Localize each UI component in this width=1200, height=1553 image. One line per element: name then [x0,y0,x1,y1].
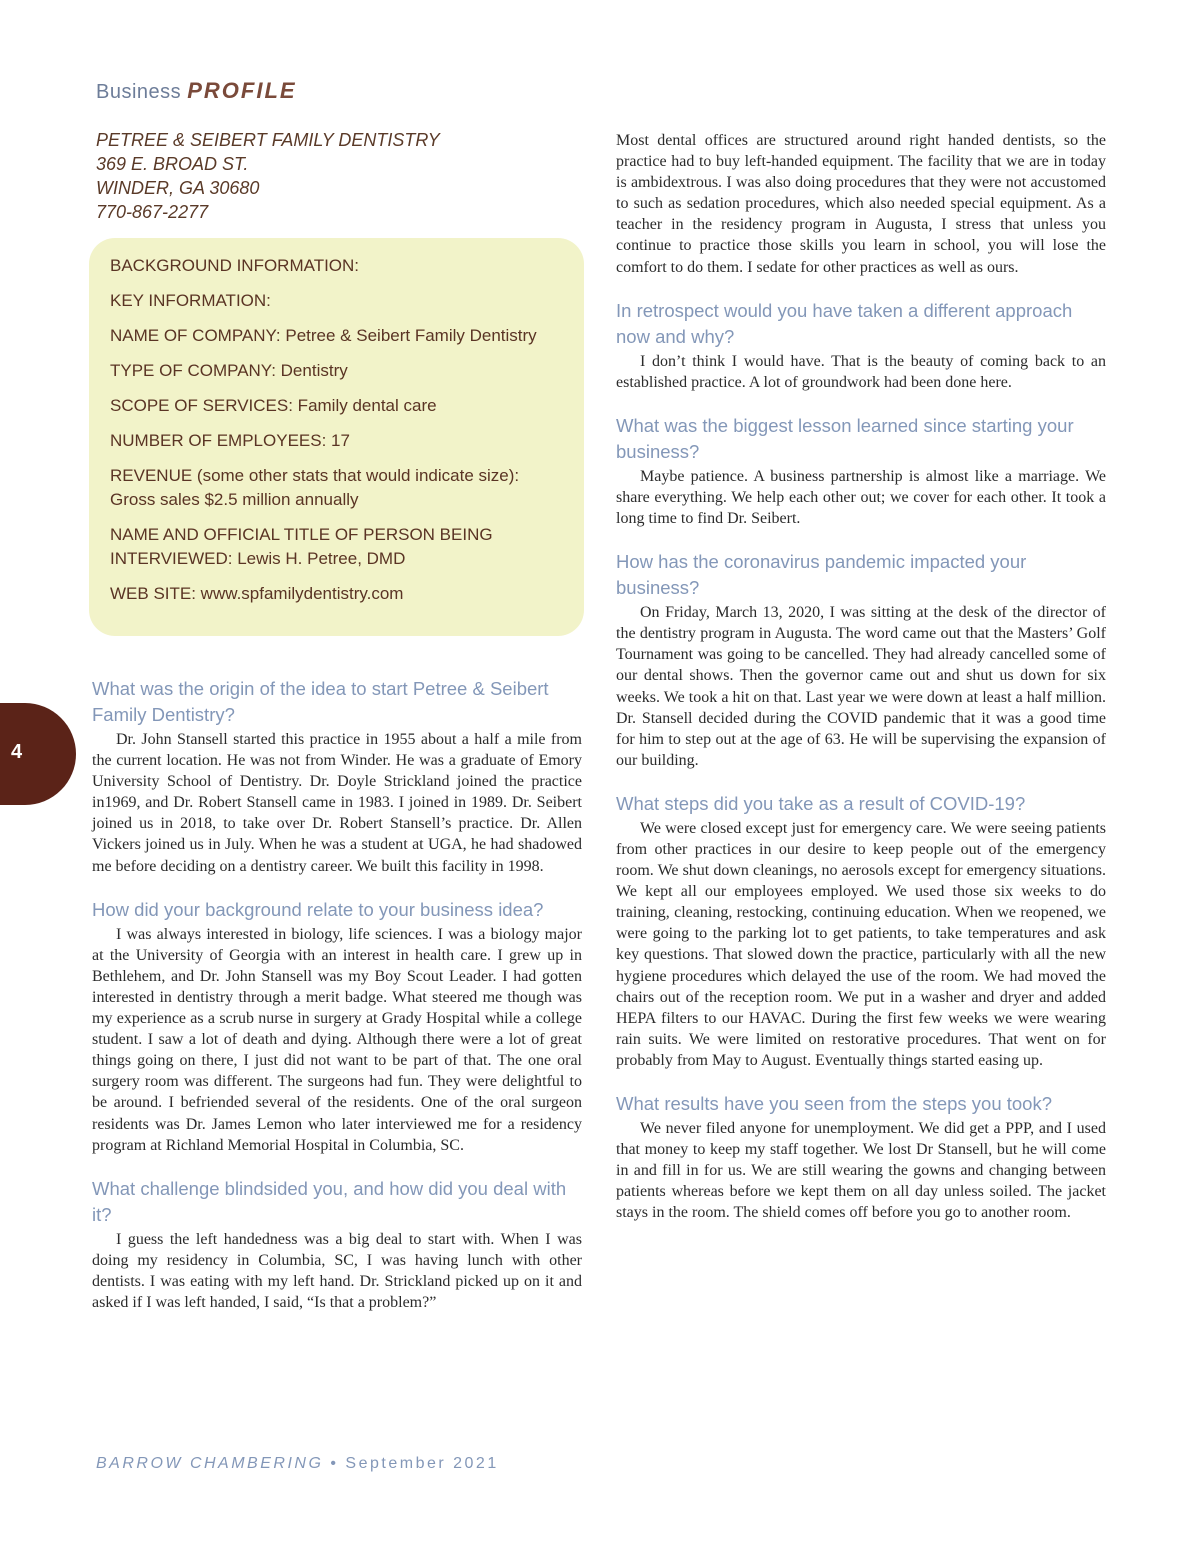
info-website: WEB SITE: www.spfamilydentistry.com [110,584,404,603]
info-interviewee-value: INTERVIEWED: Lewis H. Petree, DMD [110,549,406,568]
page-number: 4 [11,741,23,763]
info-employees: NUMBER OF EMPLOYEES: 17 [110,431,350,450]
question-heading: What results have you seen from the steps you took? [616,1093,1053,1114]
company-name: PETREE & SEIBERT FAMILY DENTISTRY [96,130,440,150]
question-heading: What was the biggest lesson learned since starting your business? [616,414,1074,462]
answer-paragraph: Maybe patience. A business partnership is almost like a marriage. We share everything. We help each other out; we cover for each other. It took a long time to find Dr. Seibert. [616,467,1106,528]
answer-paragraph: Dr. John Stansell started this practice in 1955 about a half a mile from the current location. He was not from Winder. He was a graduate of Emory University School of Dentistry. Dr. Doyle Strickland joined the practice in1969, and Dr. Robert Stansell came in 1983. I joined in 1989. Dr. Seibert joined us in 2018, to take over Dr. Robert Stansell’s practice. Dr. Allen Vickers joined us in July. When he was a student at UGA, he had shadowed me before deciding on a dentistry career. We built this facility in 1998. [92,731,582,875]
info-background: BACKGROUND INFORMATION: [110,256,360,275]
company-city: WINDER, GA 30680 [96,178,260,198]
section-emphasis: PROFILE [187,78,297,103]
right-column [616,130,1106,1243]
section-word: Business [96,81,182,103]
answer-paragraph: On Friday, March 13, 2020, I was sitting at the desk of the director of the dentistry program in Augusta. The word came out that the Masters’ Golf Tournament was going to be cancelled. They had already cancelled some of our dental shows. Then the governor came out and shut us down for six weeks. We took a hit on that. Last year we were down at least a half million. Dr. Stansell decided during the COVID pandemic that it was a good time for him to step out at the age of 63. He will be supervising the expansion of our building. [616,604,1106,769]
continued-paragraph: Most dental offices are structured around right handed dentists, so the practice had to buy left-handed equipment. The facility that we are in today is ambidextrous. I was also doing procedures that they were not accustomed to such as sedation procedures, which also needed special equipment. As a teacher in the residency program in Augusta, I stress that unless you continue to practice those skills you learn in school, you will lose the comfort to do them. I sedate for other practices as well as ours. [616,132,1106,276]
question-heading: In retrospect would you have taken a different approach now and why? [616,299,1073,347]
left-column [92,676,582,1333]
info-company-type: TYPE OF COMPANY: Dentistry [110,361,348,380]
company-street: 369 E. BROAD ST. [96,154,249,174]
info-scope: SCOPE OF SERVICES: Family dental care [110,396,437,415]
answer-paragraph: We never filed anyone for unemployment. We did get a PPP, and I used that money to keep my staff together. We lost Dr Stansell, but he will come in and fill in for us. We are still wearing the gowns and changing between patients whereas before we kept them on all day unless soiled. The jacket stays in the room. The shield comes off before you go to another room. [616,1120,1106,1222]
question-heading: What steps did you take as a result of COVID-19? [616,792,1026,814]
question-heading: What challenge blindsided you, and how did you deal with it? [92,1177,567,1225]
footer-publication: BARROW CHAMBERING [96,1455,324,1472]
info-company-name: NAME OF COMPANY: Petree & Seibert Family Dentistry [110,326,537,345]
answer-paragraph: I don’t think I would have. That is the beauty of coming back to an established practice. A lot of groundwork had been done here. [616,352,1106,391]
question-heading: How has the coronavirus pandemic impacted your business? [616,551,1027,599]
footer-date: September 2021 [345,1455,499,1472]
question-heading: What was the origin of the idea to start Petree & Seibert Family Dentistry? [92,678,549,725]
info-box [89,238,584,636]
company-phone: 770-867-2277 [96,202,209,222]
answer-paragraph: I was always interested in biology, life sciences. I was a biology major at the University of Georgia with an interest in health care. I grew up in Bethlehem, and Dr. John Stansell was my Boy Scout Leader. I had gotten interested in dentistry through a merit badge. What steered me though was my experience as a scrub nurse in surgery at Grady Hospital while a college student. I saw a lot of death and dying. Although there were a lot of great things going on there, I just did not want to be part of that. The one oral surgery room was different. The surgeons had fun. They were delightful to be around. I befriended several of the residents. One of the oral surgeon residents was Dr. James Lemon who later interviewed me for a residency program at Richland Memorial Hospital in Columbia, SC. [92,925,582,1154]
footer [96,1455,499,1473]
answer-paragraph: I guess the left handedness was a big deal to start with. When I was doing my residency in Columbia, SC, I was having lunch with other dentists. I was eating with my left hand. Dr. Strickland picked up on it and asked if I was left handed, I said, “Is that a problem?” [92,1230,582,1311]
info-revenue [110,464,564,512]
info-interviewee-label: NAME AND OFFICIAL TITLE OF PERSON BEING [110,525,493,544]
footer-separator: • [330,1455,339,1472]
company-address-block [96,128,576,224]
info-interviewee [110,523,564,571]
info-key: KEY INFORMATION: [110,291,271,310]
section-label [96,78,297,104]
info-revenue-value: Gross sales $2.5 million annually [110,490,359,509]
page-number-tab [0,703,76,805]
question-heading: How did your background relate to your business idea? [92,898,544,920]
info-revenue-label: REVENUE (some other stats that would indicate size): [110,466,520,485]
answer-paragraph: We were closed except just for emergency care. We were seeing patients from other practices in our desire to keep people out of the emergency room. We shut down cleanings, no aerosols except for emergency situations. We kept all our employees employed. We used those six weeks to do training, cleaning, restocking, continuing education. When we reopened, we were going to the parking lot to get patients, to take temperatures and ask key questions. That slowed down the practice, particularly with all the new hygiene procedures which delayed the use of the room. We had moved the chairs out of the reception room. We put in a washer and dryer and added HEPA filters to our HAVAC. During the first few weeks we were wearing rain suits. We were limited on restorative procedures. That went on for probably from May to August. Eventually things started easing up. [616,819,1106,1069]
